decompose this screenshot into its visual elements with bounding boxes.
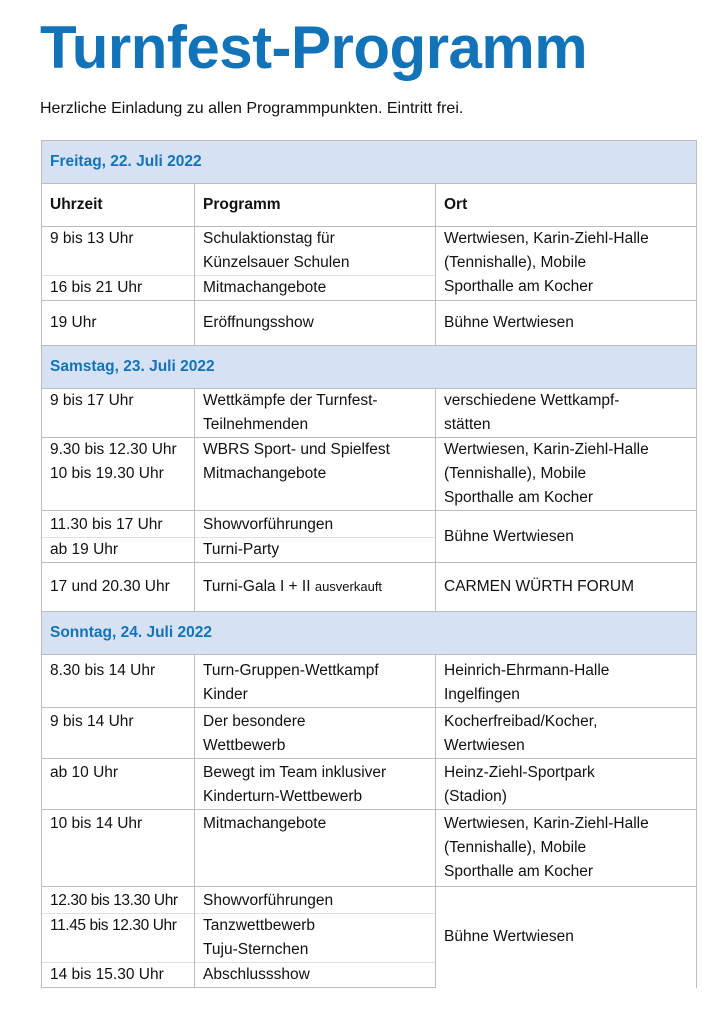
location-line: Wertwiesen, Karin-Ziehl-Halle bbox=[444, 230, 649, 247]
program-line: Wettbewerb bbox=[203, 737, 286, 754]
time-cell: 12.30 bis 13.30 Uhr bbox=[42, 887, 195, 914]
location-line: (Tennishalle), Mobile bbox=[444, 254, 587, 271]
location-cell bbox=[436, 759, 697, 810]
time-cell: 19 Uhr bbox=[42, 301, 195, 346]
table-header-row bbox=[42, 184, 697, 227]
time-cell: 9 bis 13 Uhr bbox=[42, 227, 195, 276]
time-cell: 10 bis 14 Uhr bbox=[42, 810, 195, 887]
table-row bbox=[42, 389, 697, 438]
program-cell bbox=[195, 389, 436, 438]
location-line: Wertwiesen bbox=[444, 737, 525, 754]
location-line: Sporthalle am Kocher bbox=[444, 489, 594, 506]
location-line: Heinz-Ziehl-Sportpark bbox=[444, 764, 595, 781]
day-header-saturday bbox=[42, 346, 697, 389]
program-cell: WBRS Sport- und Spielfest bbox=[195, 438, 436, 463]
time-cell: 8.30 bis 14 Uhr bbox=[42, 655, 195, 708]
location-line: verschiedene Wettkampf- bbox=[444, 392, 620, 409]
time-cell: 11.45 bis 12.30 Uhr bbox=[42, 914, 195, 963]
program-cell: Showvorführungen bbox=[195, 511, 436, 538]
program-cell bbox=[195, 563, 436, 612]
day-header-friday bbox=[42, 141, 697, 184]
time-cell: 9 bis 17 Uhr bbox=[42, 389, 195, 438]
location-cell bbox=[436, 810, 697, 887]
program-cell: Turni-Party bbox=[195, 538, 436, 563]
location-line: Sporthalle am Kocher bbox=[444, 278, 594, 295]
time-cell: ab 10 Uhr bbox=[42, 759, 195, 810]
time-cell: 9.30 bis 12.30 Uhr bbox=[42, 438, 195, 463]
table-row bbox=[42, 227, 697, 276]
location-cell: CARMEN WÜRTH FORUM bbox=[436, 563, 697, 612]
program-line: Tuju-Sternchen bbox=[203, 941, 309, 958]
location-line: Sporthalle am Kocher bbox=[444, 863, 594, 880]
header-program: Programm bbox=[195, 184, 436, 227]
location-line: Wertwiesen, Karin-Ziehl-Halle bbox=[444, 815, 649, 832]
program-table bbox=[41, 140, 697, 988]
location-cell: Bühne Wertwiesen bbox=[436, 301, 697, 346]
program-line: Turn-Gruppen-Wettkampf bbox=[203, 662, 379, 679]
location-cell bbox=[436, 389, 697, 438]
location-line: (Stadion) bbox=[444, 788, 507, 805]
program-cell bbox=[195, 708, 436, 759]
location-line: (Tennishalle), Mobile bbox=[444, 839, 587, 856]
time-cell: 10 bis 19.30 Uhr bbox=[42, 462, 195, 511]
program-line: Bewegt im Team inklusiver bbox=[203, 764, 387, 781]
location-line: Heinrich-Ehrmann-Halle bbox=[444, 662, 610, 679]
table-row bbox=[42, 301, 697, 346]
location-cell: Bühne Wertwiesen bbox=[436, 511, 697, 563]
page-title: Turnfest-Programm bbox=[40, 14, 588, 81]
location-line: Kocherfreibad/Kocher, bbox=[444, 713, 598, 730]
time-cell: ab 19 Uhr bbox=[42, 538, 195, 563]
day-label: Samstag, 23. Juli 2022 bbox=[42, 346, 697, 389]
time-cell: 17 und 20.30 Uhr bbox=[42, 563, 195, 612]
location-line: Ingelfingen bbox=[444, 686, 520, 703]
location-cell bbox=[436, 655, 697, 708]
soldout-note: ausverkauft bbox=[314, 579, 383, 594]
table-row bbox=[42, 655, 697, 708]
location-line: (Tennishalle), Mobile bbox=[444, 465, 587, 482]
program-cell: Eröffnungsshow bbox=[195, 301, 436, 346]
header-location: Ort bbox=[436, 184, 697, 227]
program-line: Künzelsauer Schulen bbox=[203, 254, 350, 271]
table-row bbox=[42, 438, 697, 463]
time-cell: 9 bis 14 Uhr bbox=[42, 708, 195, 759]
program-cell bbox=[195, 655, 436, 708]
time-cell: 16 bis 21 Uhr bbox=[42, 276, 195, 301]
program-text: Turni-Gala I + II bbox=[203, 578, 311, 595]
program-line: Tanzwettbewerb bbox=[203, 917, 316, 934]
location-cell bbox=[436, 438, 697, 511]
day-label: Sonntag, 24. Juli 2022 bbox=[42, 612, 697, 655]
table-row bbox=[42, 563, 697, 612]
program-cell: Showvorführungen bbox=[195, 887, 436, 914]
table-row bbox=[42, 759, 697, 810]
program-line: Kinder bbox=[203, 686, 248, 703]
day-header-sunday bbox=[42, 612, 697, 655]
location-cell: Bühne Wertwiesen bbox=[436, 887, 697, 988]
program-line: Kinderturn-Wettbewerb bbox=[203, 788, 363, 805]
day-label: Freitag, 22. Juli 2022 bbox=[42, 141, 697, 184]
program-cell: Abschlussshow bbox=[195, 963, 436, 988]
program-cell: Mitmachangebote bbox=[195, 276, 436, 301]
table-row bbox=[42, 887, 697, 914]
program-cell bbox=[195, 759, 436, 810]
location-cell bbox=[436, 708, 697, 759]
location-line: Wertwiesen, Karin-Ziehl-Halle bbox=[444, 441, 649, 458]
page-subtitle: Herzliche Einladung zu allen Programmpunkten. Eintritt frei. bbox=[40, 100, 464, 117]
program-line: Wettkämpfe der Turnfest- bbox=[203, 392, 378, 409]
program-cell bbox=[195, 914, 436, 963]
program-line: Schulaktionstag für bbox=[203, 230, 335, 247]
table-row bbox=[42, 810, 697, 887]
time-cell: 11.30 bis 17 Uhr bbox=[42, 511, 195, 538]
time-cell: 14 bis 15.30 Uhr bbox=[42, 963, 195, 988]
program-cell: Mitmachangebote bbox=[195, 810, 436, 887]
location-line: stätten bbox=[444, 416, 491, 433]
location-cell bbox=[436, 227, 697, 301]
program-cell: Mitmachangebote bbox=[195, 462, 436, 511]
table-row bbox=[42, 511, 697, 538]
header-time: Uhrzeit bbox=[42, 184, 195, 227]
program-line: Teilnehmenden bbox=[203, 416, 309, 433]
program-cell bbox=[195, 227, 436, 276]
table-row bbox=[42, 708, 697, 759]
program-line: Der besondere bbox=[203, 713, 306, 730]
